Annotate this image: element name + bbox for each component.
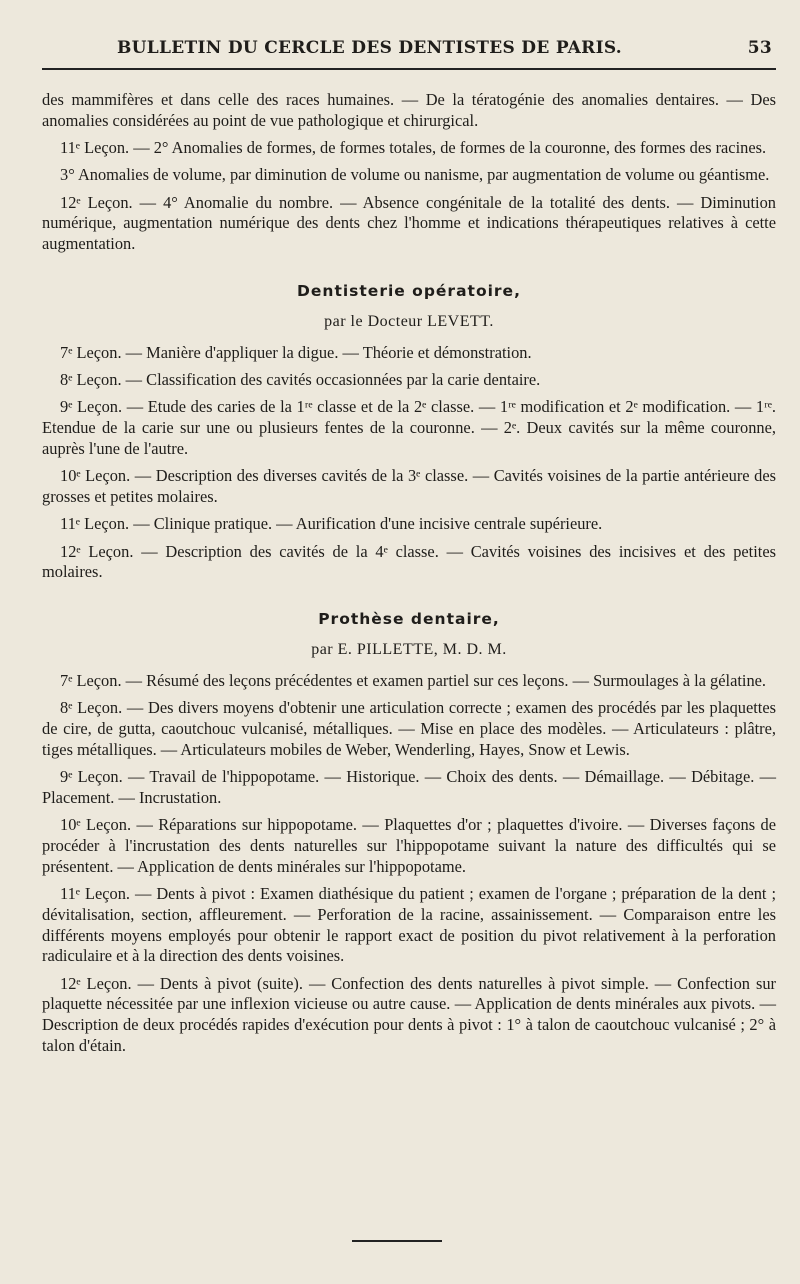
lesson-lead: 9ᵉ Leçon.: [60, 397, 123, 417]
page-number: 53: [747, 38, 772, 58]
lesson-lead: 10ᵉ Leçon.: [60, 815, 132, 835]
lesson-text: — Réparations sur hippopotame. — Plaquettes d'or ; plaquettes d'ivoire. — Diverses façons de procéder à l'incrustation des dents naturelles sur l'hippopotame suivant la nature des difficultés qui se présentent. — Application de dents minérales sur l'hippopotame.: [42, 815, 776, 876]
page-body: [42, 90, 776, 1063]
lesson-lead: 8ᵉ Leçon.: [60, 698, 123, 718]
lesson-lead: 7ᵉ Leçon.: [60, 670, 122, 690]
lesson-lead: 12ᵉ Leçon.: [60, 541, 134, 561]
lesson-text: — Manière d'appliquer la digue. — Théorie et démonstration.: [121, 342, 532, 362]
lesson-lead: 11ᵉ Leçon.: [60, 138, 130, 158]
lesson-text: — Résumé des leçons précédentes et examen partiel sur ces leçons. — Surmoulages à la gélatine.: [121, 670, 767, 690]
lesson-text: — Classification des cavités occasionnées par la carie dentaire.: [121, 369, 541, 389]
lesson-lead: 10ᵉ Leçon.: [60, 466, 131, 486]
header-rule: [42, 68, 776, 70]
lesson-lead: 9ᵉ Leçon.: [60, 766, 123, 786]
section-heading: Prothèse dentaire,: [318, 610, 500, 629]
paragraph: des mammifères et dans celle des races humaines. — De la tératogénie des anomalies dentaires. — Des anomalies considérées au point de vue pathologique et chirurgical.: [42, 90, 776, 130]
lesson-text: — 4° Anomalie du nombre. — Absence congénitale de la totalité des dents. — Diminution numérique, augmentation numérique des dents chez l'homme et indications thérapeutiques relatives à cette augmentation.: [42, 192, 776, 254]
lesson-text: — Description des diverses cavités de la 3ᵉ classe. — Cavités voisines de la partie antérieure des grosses et petites molaires.: [42, 466, 776, 506]
lesson-paragraph: [42, 370, 776, 391]
end-rule: [352, 1240, 442, 1242]
running-header: [42, 38, 776, 62]
lesson-paragraph: [42, 884, 776, 967]
lesson-text: — Des divers moyens d'obtenir une articulation correcte ; examen des procédés par les plaquettes de cire, de gutta, caoutchouc vulcanisé, métalliques. — Mise en place des modèles. — Articulateurs : plâtre, tiges métalliques. — Articulateurs mobiles de Weber, Wenderling, Hayes, Snow et Lewis.: [42, 698, 776, 759]
lesson-text: — Etude des caries de la 1ʳᵉ classe et de la 2ᵉ classe. — 1ʳᵉ modification et 2ᵉ modification. — 1ʳᵉ. Etendue de la carie sur une ou plusieurs fentes de la couronne. — 2ᵉ. Deux cavités sur la même couronne, auprès l'une de l'autre.: [42, 397, 776, 458]
lesson-paragraph: [42, 698, 776, 760]
lesson-text: — Clinique pratique. — Aurification d'une incisive centrale supérieure.: [129, 514, 603, 534]
lesson-lead: 11ᵉ Leçon.: [60, 514, 130, 534]
lesson-paragraph: [42, 671, 776, 692]
lesson-paragraph: [42, 974, 776, 1057]
lesson-lead: 8ᵉ Leçon.: [60, 369, 122, 389]
lesson-paragraph: [42, 542, 776, 584]
lesson-text: — Travail de l'hippopotame. — Historique. — Choix des dents. — Démaillage. — Débitage. — Placement. — Incrustation.: [42, 766, 776, 807]
lesson-lead: 7ᵉ Leçon.: [60, 342, 122, 362]
lesson-lead: 12ᵉ Leçon.: [60, 973, 132, 993]
lesson-paragraph: [42, 514, 776, 535]
journal-title: BULLETIN DU CERCLE DES DENTISTES DE PARIS.: [117, 38, 623, 58]
lesson-text: — Description des cavités de la 4ᵉ classe. — Cavités voisines des incisives et des petites molaires.: [42, 541, 776, 582]
lesson-paragraph: [42, 466, 776, 508]
lesson-paragraph: [42, 767, 776, 809]
lesson-paragraph: [42, 343, 776, 364]
lesson-lead: 12ᵉ Leçon.: [60, 192, 133, 212]
lesson-lead: 11ᵉ Leçon.: [60, 883, 131, 903]
lesson-text: — Dents à pivot (suite). — Confection des dents naturelles à pivot simple. — Confection sur plaquette nécessitée par une inflexion vicieuse ou autre cause. — Application de dents minérales aux pivots. — Description de deux procédés rapides d'exécution pour dents à pivot : 1° à talon de caoutchouc vulcanisé ; 2° à talon d'étain.: [42, 973, 776, 1055]
section-heading: Dentisterie opératoire,: [297, 282, 521, 301]
lesson-paragraph: [42, 138, 776, 159]
lesson-paragraph: [42, 815, 776, 877]
lesson-paragraph: [42, 397, 776, 459]
section-byline: par le Docteur LEVETT.: [324, 312, 494, 330]
lesson-text: — 2° Anomalies de formes, de formes totales, de formes de la couronne, des formes des racines.: [129, 138, 767, 158]
lesson-paragraph: [42, 193, 776, 255]
lesson-text: — Dents à pivot : Examen diathésique du patient ; examen de l'organe ; préparation de la dent ; dévitalisation, section, affleurement. — Perforation de la racine, assainissement. — Comparaison entre les différents moyens employés pour obtenir le rapport exact de position du pivot relativement à la perforation radiculaire et à la direction des dents voisines.: [42, 883, 776, 966]
paragraph: 3° Anomalies de volume, par diminution de volume ou nanisme, par augmentation de volume ou géantisme.: [60, 165, 770, 185]
section-byline: par E. PILLETTE, M. D. M.: [311, 640, 507, 658]
